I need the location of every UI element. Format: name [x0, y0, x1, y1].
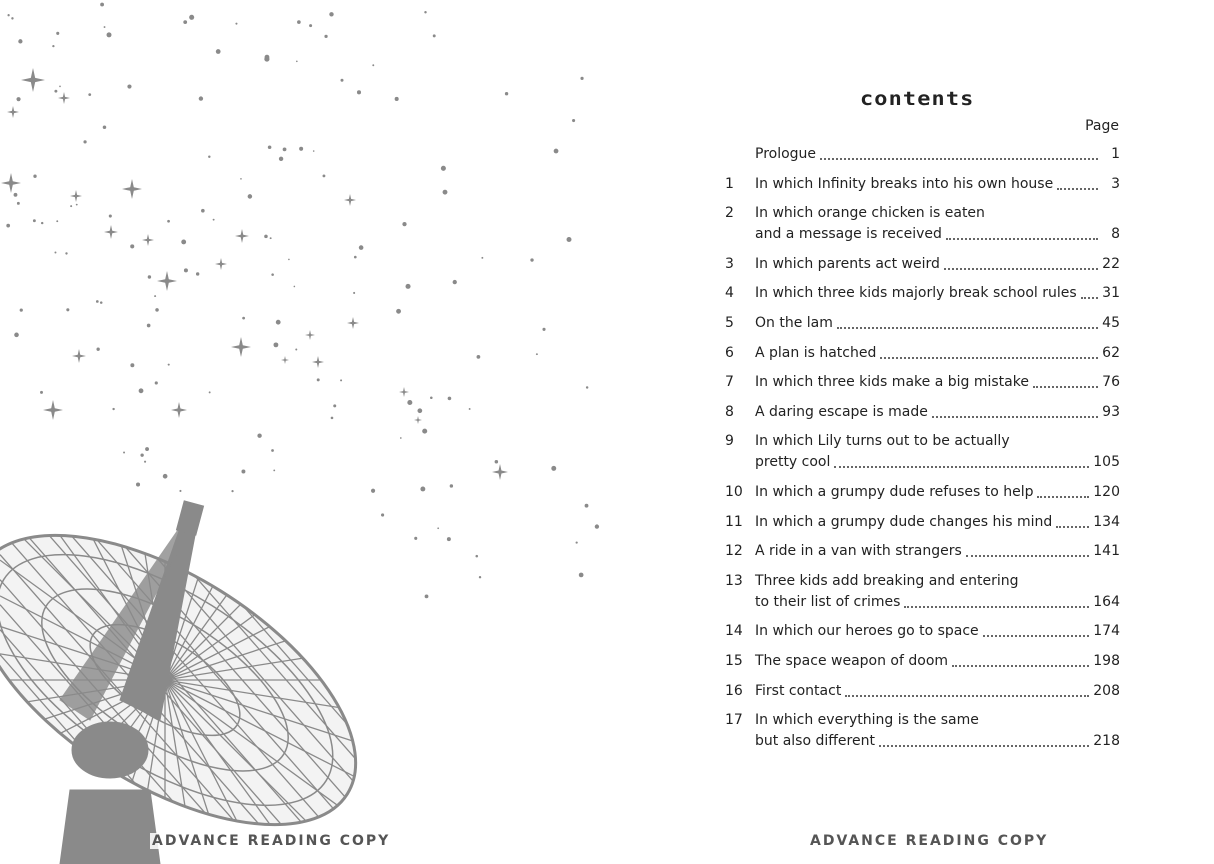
star-dot	[414, 537, 417, 540]
star-dot	[104, 26, 106, 28]
sparkle-star-icon	[70, 190, 82, 202]
sparkle-star-icon	[235, 229, 249, 243]
star-dot	[70, 205, 72, 207]
chapter-title: In which everything is the same	[755, 712, 979, 729]
star-dot	[542, 328, 545, 331]
star-dot	[264, 235, 268, 239]
dot-leader	[1056, 526, 1089, 528]
star-dot	[240, 178, 242, 180]
chapter-title: In which parents act weird	[755, 255, 940, 272]
chapter-title: In which orange chicken is eaten	[755, 205, 985, 222]
toc-entry	[725, 431, 1120, 473]
sparkle-star-icon	[7, 106, 19, 118]
star-dot	[453, 280, 457, 284]
star-dot	[147, 324, 151, 328]
dot-leader	[946, 238, 1098, 240]
dot-leader	[834, 466, 1089, 468]
sparkle-star-icon	[142, 234, 154, 246]
star-dot	[199, 96, 203, 100]
star-dot	[317, 378, 320, 381]
star-dot	[551, 466, 556, 471]
chapter-number: 8	[725, 403, 734, 420]
page-title: contents	[860, 88, 975, 110]
star-dot	[196, 272, 199, 275]
star-dot	[163, 474, 168, 479]
page-column-label: Page	[1085, 118, 1119, 134]
star-dot	[481, 257, 483, 259]
star-dot	[265, 55, 270, 60]
page-number: 120	[1093, 483, 1120, 500]
toc-entry	[725, 343, 1120, 364]
dish-strut	[0, 855, 4, 860]
chapter-number: 5	[725, 314, 734, 331]
footer-advance-reading-copy-left: ADVANCE READING COPY	[150, 833, 412, 849]
sparkle-star-icon	[171, 402, 187, 418]
star-dot	[324, 35, 327, 38]
dish-strut	[0, 805, 48, 860]
toc-entry	[725, 283, 1120, 304]
star-dot	[201, 209, 205, 213]
star-dot	[83, 140, 86, 143]
toc-entry	[725, 254, 1120, 275]
star-dot	[331, 417, 334, 420]
star-dot	[585, 504, 589, 508]
chapter-title: A plan is hatched	[755, 344, 877, 361]
page-number: 62	[1102, 344, 1120, 361]
page-number: 93	[1102, 403, 1120, 420]
dish-strut	[392, 500, 600, 737]
star-dot	[209, 391, 211, 393]
toc-entry	[725, 482, 1120, 503]
toc-entry	[725, 174, 1120, 195]
star-dot	[395, 97, 399, 101]
dot-leader	[966, 555, 1090, 557]
star-dot	[479, 576, 481, 578]
toc-entry	[725, 571, 1120, 613]
star-dot	[20, 309, 23, 312]
chapter-title: and a message is received	[755, 226, 942, 243]
star-dot	[586, 386, 588, 388]
chapter-title: In which three kids majorly break school rules	[755, 285, 1077, 302]
star-dot	[477, 355, 481, 359]
star-dot	[495, 460, 498, 463]
chapter-number: 6	[725, 344, 734, 361]
star-dot	[148, 275, 151, 278]
sparkle-star-icon	[215, 258, 227, 270]
toc-entry	[725, 681, 1120, 702]
sparkle-star-icon	[492, 464, 508, 480]
star-dot	[33, 219, 36, 222]
toc-entry	[725, 144, 1120, 165]
star-dot	[579, 573, 584, 578]
sparkle-star-icon	[312, 356, 324, 368]
star-dot	[242, 317, 245, 320]
chapter-title: In which Infinity breaks into his own house	[755, 175, 1054, 192]
star-dot	[271, 273, 274, 276]
star-dot	[333, 404, 336, 407]
dish-strut	[458, 500, 600, 662]
page-number: 105	[1093, 454, 1120, 471]
footer-advance-reading-copy-right: ADVANCE READING COPY	[810, 833, 1049, 849]
star-dot	[299, 147, 303, 151]
star-dot	[437, 527, 439, 529]
toc-entry	[725, 203, 1120, 245]
star-dot	[107, 32, 112, 37]
star-dot	[422, 429, 427, 434]
chapter-title: In which three kids make a big mistake	[755, 374, 1029, 391]
dot-leader	[845, 695, 1089, 697]
sparkle-star-icon	[305, 330, 315, 340]
star-dot	[127, 84, 131, 88]
star-dot	[448, 397, 452, 401]
star-dot	[179, 490, 181, 492]
star-dot	[33, 175, 36, 178]
sparkle-star-icon	[1, 173, 21, 193]
star-dot	[100, 3, 104, 7]
star-dot	[425, 594, 429, 598]
dish-strut	[370, 500, 600, 762]
sparkle-star-icon	[21, 68, 45, 92]
dot-leader	[904, 606, 1089, 608]
star-dot	[112, 408, 114, 410]
star-dot	[130, 244, 134, 248]
star-dot	[566, 237, 571, 242]
star-dot	[109, 214, 112, 217]
star-dot	[273, 342, 278, 347]
dot-leader	[880, 357, 1098, 359]
chapter-title: The space weapon of doom	[755, 652, 949, 669]
star-dot	[405, 284, 410, 289]
page-number: 22	[1102, 255, 1120, 272]
sparkle-star-icon	[58, 92, 70, 104]
star-dot	[103, 126, 106, 129]
star-dot	[40, 391, 43, 394]
star-dot	[248, 194, 253, 199]
sparkle-star-icon	[281, 356, 289, 364]
star-dot	[257, 434, 261, 438]
sparkle-star-icon	[399, 387, 409, 397]
sparkle-star-icon	[414, 416, 422, 424]
star-dot	[66, 308, 69, 311]
star-dot	[56, 220, 58, 222]
toc-entry	[725, 651, 1120, 672]
star-dot	[447, 537, 451, 541]
starfield	[1, 3, 599, 599]
star-dot	[554, 149, 559, 154]
star-dot	[52, 45, 54, 47]
dish-strut	[436, 500, 600, 687]
star-dot	[469, 408, 471, 410]
star-dot	[475, 555, 478, 558]
star-dot	[313, 150, 315, 152]
chapter-title: to their list of crimes	[755, 593, 901, 610]
star-dot	[130, 363, 134, 367]
star-dot	[270, 237, 272, 239]
dot-leader	[944, 268, 1098, 270]
star-dot	[167, 220, 170, 223]
chapter-number: 16	[725, 682, 743, 699]
toc-entry	[725, 313, 1120, 334]
star-dot	[155, 381, 158, 384]
star-dot	[271, 449, 274, 452]
sparkle-star-icon	[43, 400, 63, 420]
star-dot	[297, 20, 301, 24]
chapter-number: 1	[725, 175, 734, 192]
star-dot	[400, 437, 402, 439]
toc-entry	[725, 710, 1120, 752]
sparkle-star-icon	[104, 225, 118, 239]
page-number: 141	[1093, 543, 1120, 560]
star-dot	[181, 240, 186, 245]
chapter-number: 12	[725, 543, 743, 560]
chapter-number: 10	[725, 483, 743, 500]
star-dot	[189, 15, 194, 20]
star-dot	[288, 259, 290, 261]
sparkle-star-icon	[344, 194, 356, 206]
star-dot	[595, 524, 599, 528]
star-dot	[183, 20, 187, 24]
star-dot	[572, 119, 575, 122]
dish-strut	[0, 780, 70, 860]
star-dot	[323, 174, 326, 177]
star-dot	[424, 11, 426, 13]
star-dot	[294, 286, 296, 288]
chapter-title: Three kids add breaking and entering	[755, 572, 1019, 589]
star-dot	[11, 17, 13, 19]
page-number: 8	[1111, 226, 1120, 243]
chapter-title: Prologue	[755, 146, 817, 162]
chapter-number: 9	[725, 433, 734, 450]
chapter-title: In which a grumpy dude changes his mind	[755, 513, 1053, 530]
star-dot	[136, 482, 140, 486]
chapter-number: 11	[725, 513, 743, 530]
star-dot	[371, 489, 375, 493]
star-dot	[123, 452, 125, 454]
dot-leader	[837, 327, 1098, 329]
star-dot	[580, 77, 583, 80]
star-dot	[76, 204, 78, 206]
dot-leader	[932, 416, 1098, 418]
page-number: 3	[1111, 175, 1120, 192]
star-dot	[54, 90, 57, 93]
star-dot	[144, 461, 146, 463]
page-number: 76	[1102, 374, 1120, 391]
star-dot	[420, 487, 425, 492]
star-dot	[14, 333, 19, 338]
chapter-number: 3	[725, 255, 734, 272]
star-dot	[18, 39, 22, 43]
chapter-number: 4	[725, 285, 734, 302]
star-dot	[241, 470, 245, 474]
dish-strut	[524, 500, 600, 586]
star-dot	[354, 256, 357, 259]
toc-entry	[725, 512, 1120, 533]
chapter-title: pretty cool	[755, 454, 831, 471]
page-number: 208	[1093, 682, 1120, 699]
star-dot	[381, 513, 384, 516]
star-dot	[295, 348, 297, 350]
dot-leader	[879, 745, 1089, 747]
star-dot	[216, 49, 221, 54]
star-dot	[407, 400, 412, 405]
dish-strut	[414, 500, 600, 712]
page-number: 1	[1111, 146, 1120, 162]
star-dot	[16, 97, 20, 101]
page-number: 174	[1093, 623, 1120, 640]
star-dot	[168, 364, 170, 366]
star-dot	[296, 61, 298, 63]
star-dot	[505, 92, 508, 95]
dot-leader	[1037, 496, 1089, 498]
star-dot	[208, 155, 210, 157]
star-dot	[184, 268, 188, 272]
chapter-number: 2	[725, 205, 734, 222]
star-dot	[279, 157, 283, 161]
star-dot	[450, 484, 453, 487]
sparkle-star-icon	[122, 179, 142, 199]
chapter-title: A ride in a van with strangers	[755, 543, 962, 560]
star-dot	[329, 12, 333, 16]
dish-strut	[590, 500, 600, 511]
chapter-title: In which our heroes go to space	[755, 623, 979, 640]
star-dot	[235, 23, 237, 25]
sparkle-star-icon	[157, 271, 177, 291]
star-dot	[41, 222, 43, 224]
page-number: 45	[1102, 314, 1120, 331]
sparkle-star-icon	[347, 317, 359, 329]
chapter-number	[725, 144, 755, 165]
star-dot	[96, 300, 99, 303]
star-dot	[273, 469, 275, 471]
star-dot	[309, 24, 312, 27]
star-dot	[340, 379, 342, 381]
dish-strut	[0, 830, 26, 860]
star-dot	[530, 258, 533, 261]
star-dot	[576, 541, 578, 543]
chapter-number: 7	[725, 374, 734, 391]
star-dot	[14, 193, 18, 197]
toc-entry	[725, 541, 1120, 562]
star-dot	[231, 490, 233, 492]
star-dot	[154, 295, 156, 297]
page-number: 198	[1093, 652, 1120, 669]
table-of-contents	[725, 144, 1120, 761]
chapter-title: In which Lily turns out to be actually	[755, 433, 1010, 450]
star-dot	[276, 320, 281, 325]
chapter-title: but also different	[755, 733, 875, 750]
star-dot	[100, 301, 103, 304]
page-number: 31	[1102, 285, 1120, 302]
chapter-number: 14	[725, 623, 743, 640]
star-dot	[372, 64, 374, 66]
dot-leader	[1081, 297, 1098, 299]
dish-strut	[502, 500, 600, 611]
star-dot	[283, 148, 287, 152]
star-dot	[59, 86, 61, 88]
dot-leader	[983, 635, 1090, 637]
star-dot	[417, 408, 422, 413]
star-dot	[7, 14, 9, 16]
star-dot	[6, 224, 10, 228]
star-dot	[213, 219, 215, 221]
star-dot	[353, 292, 355, 294]
chapter-title: A daring escape is made	[755, 403, 928, 420]
dish-strut	[546, 500, 600, 561]
chapter-title: On the lam	[755, 314, 833, 331]
dot-leader	[1057, 188, 1098, 190]
toc-entry	[725, 402, 1120, 423]
star-dot	[56, 32, 59, 35]
chapter-number: 15	[725, 652, 743, 669]
chapter-number: 13	[725, 572, 743, 589]
toc-entry	[725, 621, 1120, 642]
star-dot	[430, 396, 433, 399]
page-number: 134	[1093, 513, 1120, 530]
dish-strut	[480, 500, 600, 637]
star-dot	[155, 308, 159, 312]
dot-leader	[952, 665, 1089, 667]
star-dot	[65, 252, 67, 254]
star-dot	[443, 190, 448, 195]
chapter-number: 17	[725, 712, 743, 729]
star-dot	[140, 453, 143, 456]
dish-strut	[326, 500, 600, 812]
page-number: 218	[1093, 733, 1120, 750]
star-dot	[145, 447, 149, 451]
sparkle-star-icon	[231, 337, 251, 357]
star-dot	[268, 145, 272, 149]
star-dot	[341, 79, 344, 82]
star-dot	[17, 202, 20, 205]
star-dot	[396, 309, 401, 314]
dish-strut	[348, 500, 600, 787]
star-dot	[402, 222, 406, 226]
star-dot	[536, 353, 538, 355]
dot-leader	[820, 158, 1098, 160]
toc-entry	[725, 372, 1120, 393]
dish-strut	[568, 500, 600, 536]
star-dot	[359, 245, 364, 250]
star-dot	[96, 348, 99, 351]
star-dot	[54, 251, 56, 253]
star-dot	[139, 388, 144, 393]
star-dot	[433, 34, 436, 37]
chapter-title: First contact	[755, 682, 842, 699]
page-number: 164	[1093, 593, 1120, 610]
star-dot	[88, 93, 91, 96]
star-dot	[441, 166, 446, 171]
chapter-title: In which a grumpy dude refuses to help	[755, 483, 1034, 500]
star-dot	[357, 90, 361, 94]
dot-leader	[1033, 386, 1098, 388]
sparkle-star-icon	[72, 349, 86, 363]
